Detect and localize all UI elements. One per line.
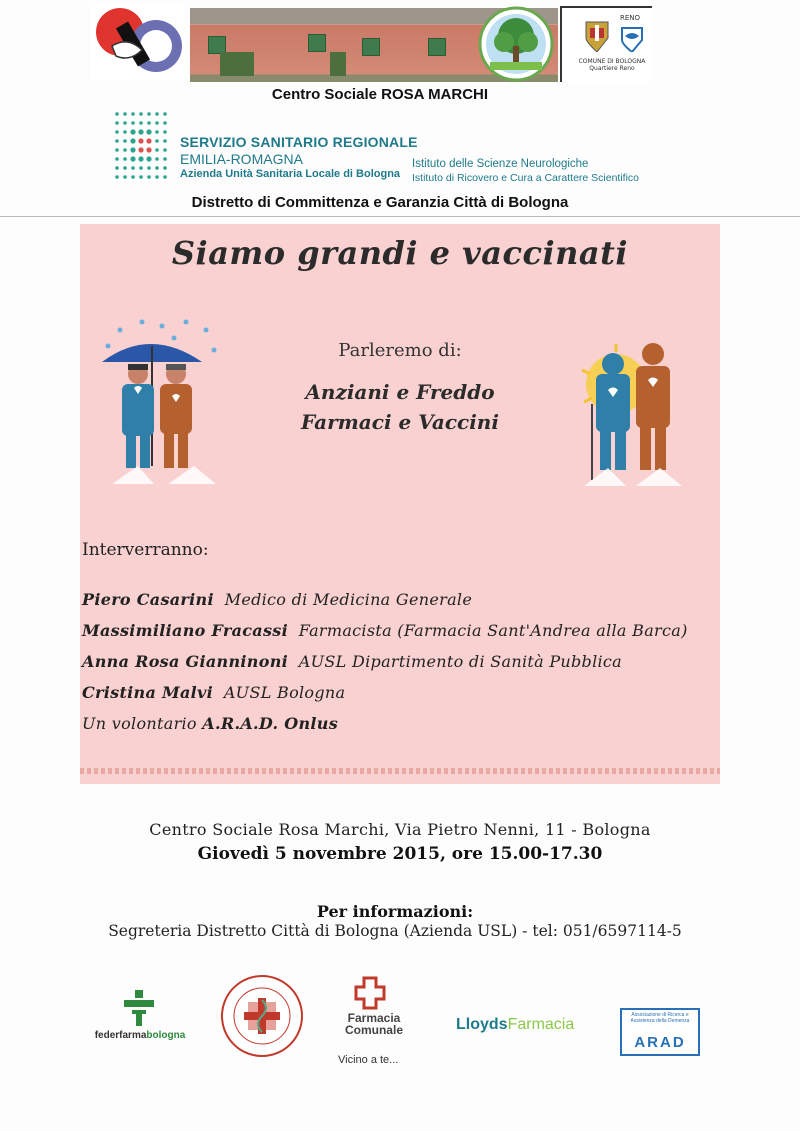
- comune-label: COMUNE DI BOLOGNA Quartiere Reno: [578, 58, 646, 72]
- speaker-item: Piero Casarini Medico di Medicina Generale: [82, 590, 473, 609]
- intro-text: Parleremo di:: [338, 340, 462, 361]
- distretto-title: Distretto di Committenza e Garanzia Città di Bologna: [191, 194, 569, 211]
- farmacia-comunale-logo: Farmacia Comunale Vicino a te...: [334, 976, 418, 1072]
- speakers-heading: Interverranno:: [82, 540, 209, 560]
- speaker-item: Anna Rosa Gianninoni AUSL Dipartimento di Sanità Pubblica: [82, 652, 623, 671]
- federfarma-logo: federfarmabologna: [88, 990, 192, 1050]
- elderly-sun-illustration-icon: [572, 340, 694, 488]
- event-datetime: Giovedì 5 novembre 2015, ore 15.00-17.30: [197, 844, 603, 864]
- lloyds-farmacia-logo: LloydsFarmacia: [456, 1016, 575, 1033]
- speaker-item: Massimiliano Fracassi Farmacista (Farmacia Sant'Andrea alla Barca): [82, 621, 688, 640]
- topic-1: Anziani e Freddo: [305, 380, 495, 404]
- reno-label: RENO: [620, 14, 641, 22]
- header-logos: [90, 6, 652, 80]
- ssr-logo-block: [112, 108, 652, 188]
- topic-2: Farmaci e Vaccini: [301, 410, 499, 434]
- confcommercio-farmacia-logo-icon: [220, 974, 304, 1058]
- tree-logo-icon: [476, 6, 556, 82]
- info-heading: Per informazioni:: [316, 902, 474, 921]
- event-panel: [80, 224, 720, 784]
- centro-sociale-title: Centro Sociale ROSA MARCHI: [271, 86, 489, 103]
- event-title: Siamo grandi e vaccinati: [171, 234, 629, 272]
- arad-logo: Associazione di Ricerca e Assistenza della Demenza ARAD: [620, 1008, 700, 1056]
- comune-crest-icon: [584, 20, 610, 52]
- farmacia-cross-icon: [354, 976, 386, 1010]
- panel-decorative-border: [80, 768, 720, 774]
- comune-bologna-logo: [560, 6, 652, 82]
- quartiere-crest-icon: [620, 26, 644, 52]
- event-location: Centro Sociale Rosa Marchi, Via Pietro Nenni, 11 - Bologna: [149, 820, 651, 839]
- centro-sociale-logo-icon: [90, 6, 185, 80]
- ssr-dots-icon: [112, 108, 172, 184]
- info-contact: Segreteria Distretto Città di Bologna (Azienda USL) - tel: 051/6597114-5: [108, 922, 682, 940]
- speaker-item: Cristina Malvi AUSL Bologna: [82, 683, 346, 702]
- federfarma-cross-icon: [122, 990, 156, 1028]
- ssr-text: SERVIZIO SANITARIO REGIONALE EMILIA-ROMAGNA Azienda Unità Sanitaria Locale di Bologna: [180, 134, 418, 180]
- divider: [0, 216, 800, 217]
- isn-text: Istituto delle Scienze Neurologiche Istituto di Ricovero e Cura a Carattere Scientifico: [412, 158, 640, 184]
- speaker-item: Un volontario A.R.A.D. Onlus: [82, 714, 339, 733]
